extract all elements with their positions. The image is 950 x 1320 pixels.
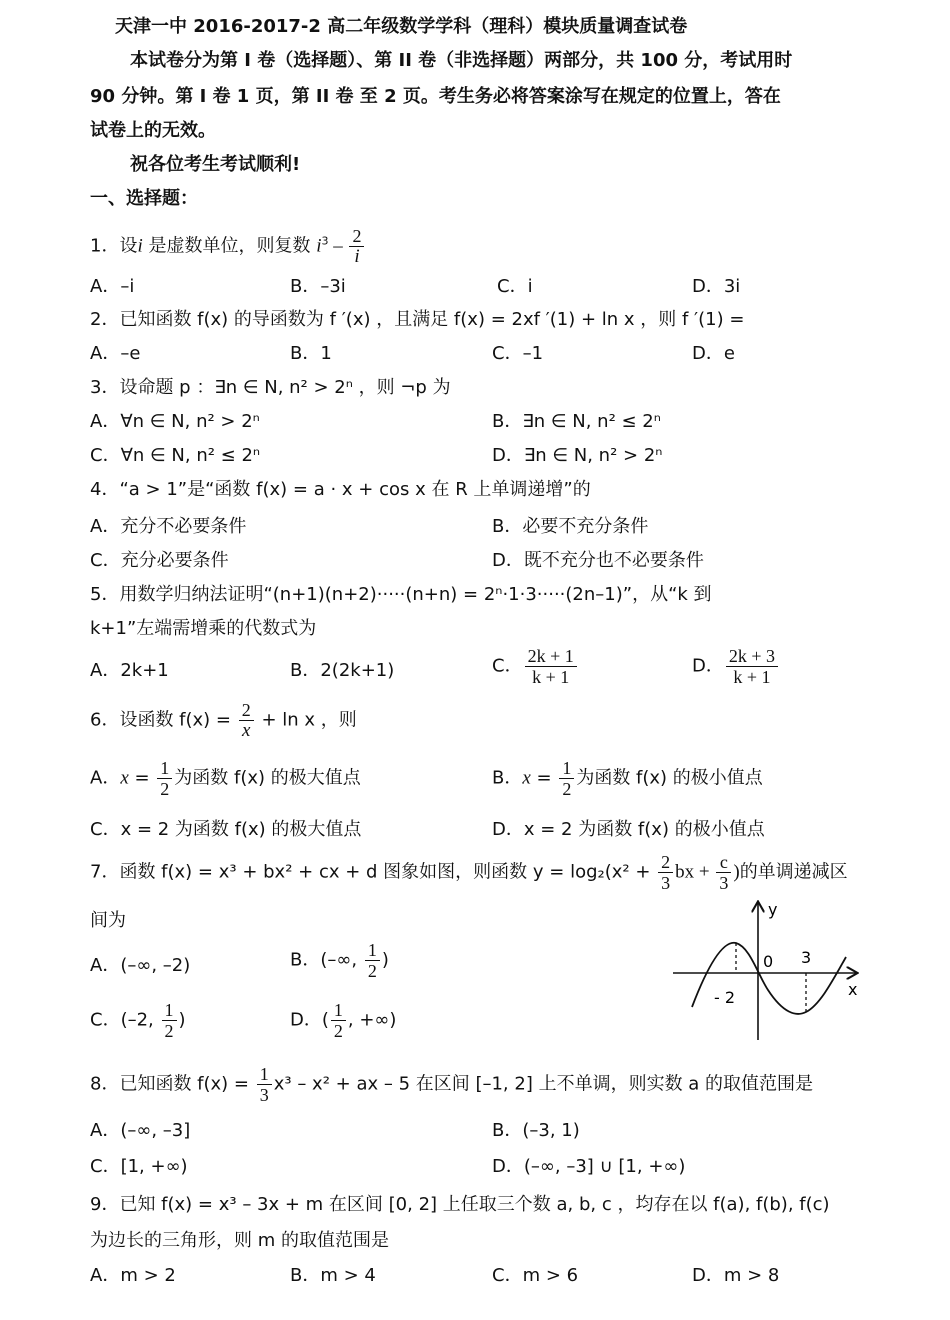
q5-option-c-label: C． xyxy=(492,655,523,677)
section-heading: 一、选择题： xyxy=(90,188,198,209)
q8-option-b[interactable]: B．(–3, 1) xyxy=(492,1120,580,1141)
q7-option-c[interactable]: C．(–2, $\frac{1}{2}$ ) xyxy=(90,1000,186,1041)
exam-title: 天津一中 2016-2017-2 高二年级数学学科（理科）模块质量调查试卷 xyxy=(115,16,688,37)
q3-stem: 3．设命题 p ：∃n ∈ N, n² > 2ⁿ ，则 ¬p 为 xyxy=(90,377,451,398)
q5-stem-line-2: k+1”左端需增乘的代数式为 xyxy=(90,618,317,639)
q5-option-d-label: D． xyxy=(692,655,724,677)
q7-option-d-label: D．( xyxy=(290,1009,329,1031)
q2-stem: 2．已知函数 f(x) 的导函数为 f ′(x) ，且满足 f(x) = 2xf ′(1) + ln x ，则 f ′(1) = xyxy=(90,309,745,330)
q3-option-c[interactable]: C．∀n ∈ N, n² ≤ 2ⁿ xyxy=(90,445,261,466)
q7-stem-a: 7．函数 f(x) = x³ + bx² + cx + d 图象如图，则函数 y = log₂(x² + xyxy=(90,861,657,883)
q4-option-a[interactable]: A．充分不必要条件 xyxy=(90,516,247,537)
q7-stem-line-2: 间为 xyxy=(90,910,126,931)
q4-option-d[interactable]: D．既不充分也不必要条件 xyxy=(492,550,704,571)
q6-option-a-text: 为函数 f(x) 的极大值点 xyxy=(174,767,361,789)
q6-stem: 6．设函数 f(x) = $\frac{2}{x}$ + ln x ，则 xyxy=(90,700,357,741)
q8-stem: 8．已知函数 f(x) = $\frac{1}{3}$ x³ – x² + ax – 5 在区间 [–1, 2] 上不单调，则实数 a 的取值范围是 xyxy=(90,1064,814,1105)
q1-option-d[interactable]: D．3i xyxy=(692,276,741,297)
q3-option-b[interactable]: B．∃n ∈ N, n² ≤ 2ⁿ xyxy=(492,411,661,432)
q4-stem: 4．“a > 1”是“函数 f(x) = a · x + cos x 在 R 上单调递增”的 xyxy=(90,479,591,500)
q7-option-c-label: C．(–2, xyxy=(90,1009,160,1031)
intro-line-1: 本试卷分为第 I 卷（选择题）、第 II 卷（非选择题）两部分，共 100 分，考试用时 xyxy=(130,50,793,71)
tick-neg-2: - 2 xyxy=(714,988,736,1007)
y-axis-label: y xyxy=(768,900,778,919)
q5-option-d[interactable]: D． $\frac{2k + 3}{k + 1}$ xyxy=(692,646,780,687)
q6-option-b-text: 为函数 f(x) 的极小值点 xyxy=(576,767,763,789)
cubic-function-graph xyxy=(668,895,868,1045)
q5-option-a[interactable]: A．2k+1 xyxy=(90,660,169,681)
q3-option-a[interactable]: A．∀n ∈ N, n² > 2ⁿ xyxy=(90,411,260,432)
q5-option-b[interactable]: B．2(2k+1) xyxy=(290,660,395,681)
q1-stem-a: 1．设 xyxy=(90,235,138,257)
tick-3: 3 xyxy=(801,948,812,967)
q6-option-a[interactable]: A．x = $\frac{1}{2}$ 为函数 f(x) 的极大值点 xyxy=(90,758,361,799)
q2-option-c[interactable]: C．–1 xyxy=(492,343,544,364)
q7-stem: 7．函数 f(x) = x³ + bx² + cx + d 图象如图，则函数 y = log₂(x² + $\frac{2}{3}$ bx + $\frac{c}{3}$ )的单调递减区 xyxy=(90,852,848,893)
q1-option-c[interactable]: C．i xyxy=(497,276,533,297)
q1-stem-b: 是虚数单位，则复数 xyxy=(142,235,317,257)
intro-line-2: 90 分钟。第 I 卷 1 页，第 II 卷 至 2 页。考生务必将答案涂写在规定的位置上，答在 xyxy=(90,86,781,107)
q8-option-d[interactable]: D．(–∞, –3] ∪ [1, +∞) xyxy=(492,1156,686,1177)
q2-option-a[interactable]: A．–e xyxy=(90,343,141,364)
q7-option-b[interactable]: B．(–∞, $\frac{1}{2}$ ) xyxy=(290,940,389,981)
q8-stem-a: 8．已知函数 f(x) = xyxy=(90,1073,255,1095)
q5-option-c[interactable]: C． $\frac{2k + 1}{k + 1}$ xyxy=(492,646,579,687)
q9-option-c[interactable]: C．m > 6 xyxy=(492,1265,579,1286)
x-axis-label: x xyxy=(848,980,858,999)
q1-option-a[interactable]: A．–i xyxy=(90,276,135,297)
q3-option-d[interactable]: D．∃n ∈ N, n² > 2ⁿ xyxy=(492,445,663,466)
wish-line: 祝各位考生考试顺利! xyxy=(130,154,301,175)
q2-option-b[interactable]: B．1 xyxy=(290,343,332,364)
q9-stem-line-1: 9．已知 f(x) = x³ – 3x + m 在区间 [0, 2] 上任取三个数 a, b, c ，均存在以 f(a), f(b), f(c) xyxy=(90,1194,830,1215)
intro-line-3: 试卷上的无效。 xyxy=(90,120,216,141)
q7-option-d[interactable]: D．( $\frac{1}{2}$ , +∞) xyxy=(290,1000,397,1041)
q9-option-d[interactable]: D．m > 8 xyxy=(692,1265,780,1286)
q6-option-d[interactable]: D．x = 2 为函数 f(x) 的极小值点 xyxy=(492,819,765,840)
q8-option-c[interactable]: C．[1, +∞) xyxy=(90,1156,188,1177)
q8-option-a[interactable]: A．(–∞, –3] xyxy=(90,1120,191,1141)
q7-option-a[interactable]: A．(–∞, –2) xyxy=(90,955,191,976)
q4-option-b[interactable]: B．必要不充分条件 xyxy=(492,516,649,537)
q7-stem-b: 的单调递减区 xyxy=(739,861,848,883)
q4-option-c[interactable]: C．充分必要条件 xyxy=(90,550,229,571)
origin-label: 0 xyxy=(763,952,774,971)
q6-option-c[interactable]: C．x = 2 为函数 f(x) 的极大值点 xyxy=(90,819,362,840)
q5-stem-line-1: 5．用数学归纳法证明“(n+1)(n+2)·····(n+n) = 2ⁿ·1·3·····(2n–1)”，从“k 到 xyxy=(90,584,712,605)
q9-option-b[interactable]: B．m > 4 xyxy=(290,1265,376,1286)
q1-option-b[interactable]: B．–3i xyxy=(290,276,346,297)
q1-stem: 1．设i 是虚数单位，则复数 $i^3$ – $\frac{2}{i}$ xyxy=(90,226,366,267)
q6-stem-a: 6．设函数 f(x) = xyxy=(90,709,237,731)
q7-option-b-label: B．(–∞, xyxy=(290,949,363,971)
q6-option-b[interactable]: B．x = $\frac{1}{2}$ 为函数 f(x) 的极小值点 xyxy=(492,758,763,799)
q2-option-d[interactable]: D．e xyxy=(692,343,735,364)
q9-option-a[interactable]: A．m > 2 xyxy=(90,1265,176,1286)
q6-stem-b: + ln x ，则 xyxy=(255,709,357,731)
q9-stem-line-2: 为边长的三角形，则 m 的取值范围是 xyxy=(90,1230,389,1251)
q8-stem-b: x³ – x² + ax – 5 在区间 [–1, 2] 上不单调，则实数 a 的取值范围是 xyxy=(273,1073,814,1095)
